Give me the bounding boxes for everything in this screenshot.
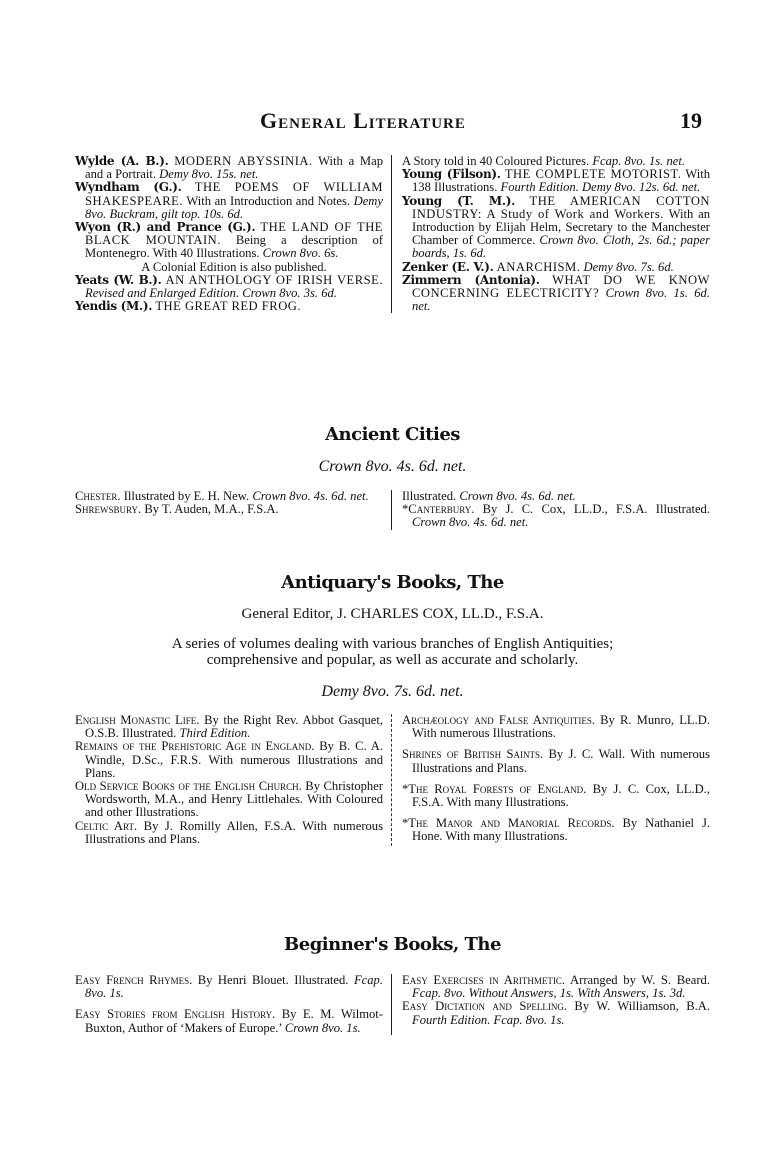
list-item: Young (T. M.). THE AMERICAN COTTON INDUSTRY: A Study of Work and Workers. With an Introduction by Elijah Helm, Secretary to the Manchester Chamber of Commerce. Crown 8vo. Cloth, 2s. 6d.; paper boards, 1s. 6d. xyxy=(402,193,711,261)
section-price-ancient-cities: Crown 8vo. 4s. 6d. net. xyxy=(318,458,467,475)
list-item: *Canterbury. By J. C. Cox, LL.D., F.S.A. Illustrated. Crown 8vo. 4s. 6d. net. xyxy=(402,502,710,530)
right-column xyxy=(392,714,710,846)
section-heading-beginners-books: Beginner's Books, The xyxy=(284,934,501,955)
list-item: Easy Exercises in Arithmetic. Arranged by W. S. Beard. Fcap. 8vo. Without Answers, 1s. With Answers, 1s. 3d. xyxy=(402,973,710,1001)
list-item: Wylde (A. B.). MODERN ABYSSINIA. With a Map and a Portrait. Demy 8vo. 15s. net. xyxy=(75,154,383,182)
list-item: *The Royal Forests of England. By J. C. Cox, LL.D., F.S.A. With many Illustrations. xyxy=(402,781,710,810)
list-item: English Monastic Life. By the Right Rev. Abbot Gasquet, O.S.B. Illustrated. Third Edition. xyxy=(75,713,383,741)
series-description-1: A series of volumes dealing with various branches of English Antiquities; xyxy=(171,636,614,652)
ancient-cities-columns xyxy=(75,490,710,530)
general-literature-columns xyxy=(75,155,710,313)
right-column xyxy=(392,155,710,313)
list-item: A Story told in 40 Coloured Pictures. Fcap. 8vo. 1s. net. xyxy=(402,154,685,168)
right-column xyxy=(392,974,710,1035)
list-item: Illustrated. Crown 8vo. 4s. 6d. net. xyxy=(402,489,576,503)
left-column xyxy=(75,974,391,1035)
beginners-books-columns xyxy=(75,974,710,1035)
colonial-edition-note: A Colonial Edition is also published. xyxy=(141,259,327,274)
list-item: Shrines of British Saints. By J. C. Wall. With numerous Illustrations and Plans. xyxy=(402,747,710,775)
list-item: Yeats (W. B.). AN ANTHOLOGY OF IRISH VERSE. Revised and Enlarged Edition. Crown 8vo. 3s. 6d. xyxy=(75,272,383,301)
list-item: Easy Stories from English History. By E. M. Wilmot-Buxton, Author of ‘Makers of Europe.’ Crown 8vo. 1s. xyxy=(75,1007,383,1035)
running-title: General Literature xyxy=(260,108,466,133)
list-item: Old Service Books of the English Church. By Christopher Wordsworth, M.A., and Henry Littlehales. With Coloured and other Illustrations. xyxy=(75,779,383,820)
list-item: Shrewsbury. By T. Auden, M.A., F.S.A. xyxy=(75,502,279,517)
right-column xyxy=(392,490,710,530)
section-heading-antiquarys-books: Antiquary's Books, The xyxy=(281,572,504,593)
page-number: 19 xyxy=(680,108,702,133)
list-item: Zimmern (Antonia). WHAT DO WE KNOW CONCERNING ELECTRICITY? Crown 8vo. 1s. 6d. net. xyxy=(402,272,710,314)
list-item: Archæology and False Antiquities. By R. Munro, LL.D. With numerous Illustrations. xyxy=(402,713,710,741)
list-item: Chester. Illustrated by E. H. New. Crown 8vo. 4s. 6d. net. xyxy=(75,489,369,503)
list-item: Easy French Rhymes. By Henri Blouet. Illustrated. Fcap. 8vo. 1s. xyxy=(75,973,383,1001)
list-item: Young (Filson). THE COMPLETE MOTORIST. With 138 Illustrations. Fourth Edition. Demy 8vo. 12s. 6d. net. xyxy=(402,167,710,195)
left-column xyxy=(75,714,391,846)
list-item: Easy Dictation and Spelling. By W. Williamson, B.A. Fourth Edition. Fcap. 8vo. 1s. xyxy=(402,999,711,1027)
series-description-2: comprehensive and popular, as well as accurate and scholarly. xyxy=(206,652,579,668)
section-heading-ancient-cities: Ancient Cities xyxy=(325,424,460,445)
list-item: Celtic Art. By J. Romilly Allen, F.S.A. With numerous Illustrations and Plans. xyxy=(75,818,384,846)
section-price-antiquarys-books: Demy 8vo. 7s. 6d. net. xyxy=(321,683,464,700)
list-item: Remains of the Prehistoric Age in England. By B. C. A. Windle, D.Sc., F.R.S. With numerous Illustrations and Plans. xyxy=(75,739,383,780)
list-item: Yendis (M.). THE GREAT RED FROG. xyxy=(75,299,302,314)
list-item: Zenker (E. V.). ANARCHISM. Demy 8vo. 7s. 6d. xyxy=(402,259,674,274)
left-column xyxy=(75,490,391,530)
list-item: *The Manor and Manorial Records. By Nathaniel J. Hone. With many Illustrations. xyxy=(402,816,711,844)
antiquarys-books-columns xyxy=(75,714,710,846)
list-item: Wyon (R.) and Prance (G.). THE LAND OF THE BLACK MOUNTAIN. Being a description of Montenegro. With 40 Illustrations. Crown 8vo. 6s. xyxy=(75,220,383,261)
general-editor-line: General Editor, J. CHARLES COX, LL.D., F.S.A. xyxy=(241,606,544,622)
running-head xyxy=(75,108,710,138)
list-item: Wyndham (G.). THE POEMS OF WILLIAM SHAKESPEARE. With an Introduction and Notes. Demy 8vo. Buckram, gilt top. 10s. 6d. xyxy=(75,180,383,221)
left-column xyxy=(75,155,391,313)
